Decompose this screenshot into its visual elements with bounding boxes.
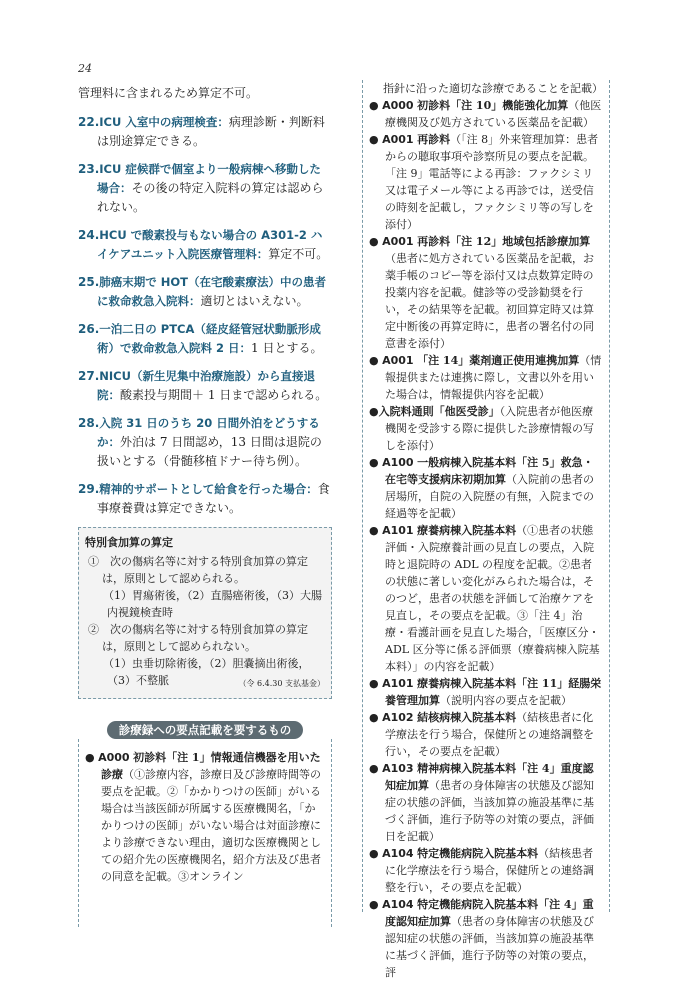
note-item: [369, 709, 603, 760]
note-code: A001: [382, 354, 414, 367]
item-number: 25.: [78, 275, 100, 289]
item-number: 26.: [78, 322, 100, 336]
item-separator: ：: [120, 181, 132, 195]
box-paragraph: ② 次の傷病名等に対する特別食加算の算定は，原則として認められない。: [88, 623, 308, 653]
item-number: 29.: [78, 482, 100, 496]
note-name: 入院料通則「他医受診」: [378, 405, 500, 418]
left-column: [78, 84, 332, 927]
list-item: [78, 320, 332, 358]
note-name: 特定機能病院入院基本料「注 4」重度認知症加算: [385, 898, 594, 928]
bullet-icon: ●: [369, 456, 379, 469]
note-body: （「注 8」外来管理加算：患者からの聴取事項や診察所見の要点を記載。「注 9」電話等による再診：ファクシミリ又は電子メール等による再診では，送受信の時刻を記載し，ファクシミリ等の写しを添付）: [385, 133, 599, 231]
note-item: [85, 749, 325, 885]
item-body: 食事療養費は算定できない。: [97, 482, 330, 515]
item-body: 1 日とする。: [251, 341, 323, 355]
section-heading-wrap: [78, 719, 332, 739]
bullet-icon: ●: [369, 677, 379, 690]
note-item: [369, 352, 603, 403]
item-separator: ：: [239, 341, 252, 355]
note-code: A101: [382, 677, 414, 690]
note-body: （患者に処方されている医薬品を記載，お薬手帳のコピー等を添付又は点数算定時の投薬内容を記載。健診等の受診勧奨を行い，その結果等を記載。初回算定時又は算定中断後の再算定時に，患者の署名付の同意書を添付）: [385, 252, 594, 350]
box-subitems: （1）虫垂切除術後，（2）胆嚢摘出術後，（3）不整脈: [103, 657, 310, 687]
note-code: A000: [98, 751, 130, 764]
item-heading: ICU 入室中の病理検査: [99, 115, 218, 129]
note-item: [369, 845, 603, 896]
box-subitems: （1）胃瘍術後，（2）直腸癌術後，（3）大腸内視鏡検査時: [103, 589, 322, 619]
item-heading: 肺癌末期で HOT（在宅酸素療法）中の患者に救命救急入院料: [97, 275, 327, 308]
item-separator: ：: [256, 247, 269, 261]
item-number: 23.: [78, 162, 100, 176]
note-body: （説明内容の要点を記載）: [440, 694, 572, 707]
note-item: [369, 97, 603, 131]
continued-text: 指針に沿った適切な診療であることを記載）: [383, 82, 603, 95]
special-meal-box: [78, 527, 332, 699]
note-name: 再診料: [417, 133, 451, 146]
note-body: （他医療機関及び処方されている医薬品を記載）: [385, 99, 602, 129]
list-item: [78, 414, 332, 471]
box-source: （令 6.4.30 支払基金）: [238, 679, 325, 688]
note-name: 療養病棟入院基本料: [417, 524, 517, 537]
item-number: 22.: [78, 115, 100, 129]
list-item: [78, 113, 332, 151]
item-body: 適切とはいえない。: [200, 294, 309, 308]
note-body: （情報提供または連携に際し，文書以外を用いた場合は，情報提供内容を記載）: [385, 354, 602, 401]
note-item: [369, 760, 603, 845]
item-number: 27.: [78, 369, 100, 383]
continued-text: 管理料に含まれるため算定不可。: [78, 86, 259, 100]
item-heading: 一泊二日の PTCA（経皮経管冠状動脈形成術）で救命救急入院料 2 日: [97, 322, 321, 355]
note-code: A100: [382, 456, 414, 469]
note-body: （患者の身体障害の状態及び認知症の状態の評価，当該加算の施設基準に基づく評価，進行予防等の対策の要点，評: [385, 915, 594, 979]
item-separator: ：: [189, 294, 201, 308]
item-separator: ：: [306, 482, 318, 496]
bullet-icon: ●: [369, 762, 379, 775]
note-body: （入院患者が他医療機関を受診する際に提供した診療情報の写しを添付）: [385, 405, 594, 452]
bullet-icon: ●: [369, 898, 379, 911]
notes-panel-right: [362, 80, 610, 979]
item-heading: 精神的サポートとして給食を行った場合: [99, 482, 307, 496]
list-item: [78, 160, 332, 217]
bullet-icon: ●: [369, 354, 379, 367]
note-code: A104: [382, 898, 414, 911]
note-name: 結核病棟入院基本料: [417, 711, 517, 724]
list-item: [78, 367, 332, 405]
note-item: [369, 233, 603, 352]
note-name: 「注 14」薬剤適正使用連携加算: [417, 354, 580, 367]
item-body: 外泊は 7 日間認め，13 日間は退院の扱いとする（骨髄移植ドナー待ち例）。: [97, 435, 322, 468]
note-item: [369, 131, 603, 233]
section-heading: 診療録への要点記載を要するもの: [107, 721, 304, 739]
note-body: （①患者の状態評価・入院療養計画の見直しの要点，入院時と退院時の ADL の程度を記載。②患者の状態に著しい変化がみられた場合は，そのつど，患者の状態を評価して治療ケアを見直し，その要点を記載。③「注 4」治療・看護計画を見直した場合，「医療区分・ADL 区分等に係る評価票（療養病棟入院基本料）」の内容を記載）: [385, 524, 600, 673]
item-number: 28.: [78, 416, 100, 430]
note-code: A001: [382, 235, 414, 248]
item-separator: ：: [108, 435, 120, 449]
note-item: [369, 522, 603, 675]
note-body: （①診療内容，診療日及び診療時間等の要点を記載。②「かかりつけの医師」がいる場合は当該医師が所属する医療機関名，「かかりつけの医師」がいない場合は対面診療により診療できない理由，適切な医療機関としての紹介先の医療機関名，紹介方法及び患者の同意を記載。③オンライン: [101, 768, 321, 883]
note-code: A102: [382, 711, 414, 724]
note-name: 精神病棟入院基本料「注 4」重度認知症加算: [385, 762, 594, 792]
box-title: 特別食加算の算定: [85, 536, 173, 549]
note-name: 特定機能病院入院基本料: [417, 847, 539, 860]
note-name: 療養病棟入院基本料「注 11」経腸栄養管理加算: [385, 677, 602, 707]
note-name: 一般病棟入院基本料「注 5」救急・在宅等支援病床初期加算: [385, 456, 594, 486]
note-code: A101: [382, 524, 414, 537]
note-item: [369, 896, 603, 981]
note-code: A000: [382, 99, 414, 112]
item-heading: HCU で酸素投与もない場合の A301-2 ハイケアユニット入院医療管理料: [97, 228, 323, 261]
item-separator: ：: [108, 388, 120, 402]
item-body: その後の特定入院料の算定は認められない。: [97, 181, 324, 214]
item-body: 酸素投与期間＋ 1 日まで認められる。: [120, 388, 328, 402]
bullet-icon: ●: [369, 711, 379, 724]
note-code: A104: [382, 847, 414, 860]
note-body: （結核患者に化学療法を行う場合，保健所との連絡調整を行い，その要点を記載）: [385, 711, 594, 758]
list-item: [78, 273, 332, 311]
box-paragraph: ① 次の傷病名等に対する特別食加算の算定は，原則として認められる。: [88, 555, 308, 585]
note-item: [369, 675, 603, 709]
item-heading: NICU（新生児集中治療施設）から直接退院: [97, 369, 315, 402]
item-heading: ICU 症候群で個室より一般病棟へ移動した場合: [97, 162, 321, 195]
list-item: [78, 226, 332, 264]
list-item: [78, 480, 332, 518]
item-body: 算定不可。: [268, 247, 329, 261]
note-code: A001: [382, 133, 414, 146]
note-item: [369, 454, 603, 522]
bullet-icon: ●: [85, 751, 95, 764]
bullet-icon: ●: [369, 847, 379, 860]
notes-panel-left: [78, 739, 332, 927]
item-heading: 入院 31 日のうち 20 日間外泊をどうするか: [97, 416, 320, 449]
right-column: [362, 80, 610, 979]
note-body: （結核患者に化学療法を行う場合，保健所との連絡調整を行い，その要点を記載）: [385, 847, 594, 894]
item-body: 病理診断・判断料は別途算定できる。: [97, 115, 325, 148]
note-name: 再診料「注 12」地域包括診療加算: [417, 235, 591, 248]
bullet-icon: ●: [369, 524, 379, 537]
note-item: [369, 403, 603, 454]
note-code: A103: [382, 762, 414, 775]
note-name: 初診料「注 10」機能強化加算: [417, 99, 569, 112]
item-separator: ：: [217, 115, 229, 129]
note-body: （患者の身体障害の状態及び認知症の状態の評価，当該加算の施設基準に基づく評価，進行予防等の対策の要点，評価日を記載）: [385, 779, 594, 843]
item-number: 24.: [78, 228, 100, 242]
numbered-items: [78, 113, 332, 518]
note-name: 初診料「注 1」情報通信機器を用いた診療: [101, 751, 321, 781]
bullet-icon: ●: [369, 99, 379, 112]
bullet-icon: ●: [369, 133, 379, 146]
note-body: （入院前の患者の居場所，自院の入院歴の有無，入院までの経過等を記載）: [385, 473, 594, 520]
page-number: 24: [78, 62, 92, 75]
bullet-icon: ●: [369, 235, 379, 248]
bullet-icon: ●: [369, 405, 379, 418]
